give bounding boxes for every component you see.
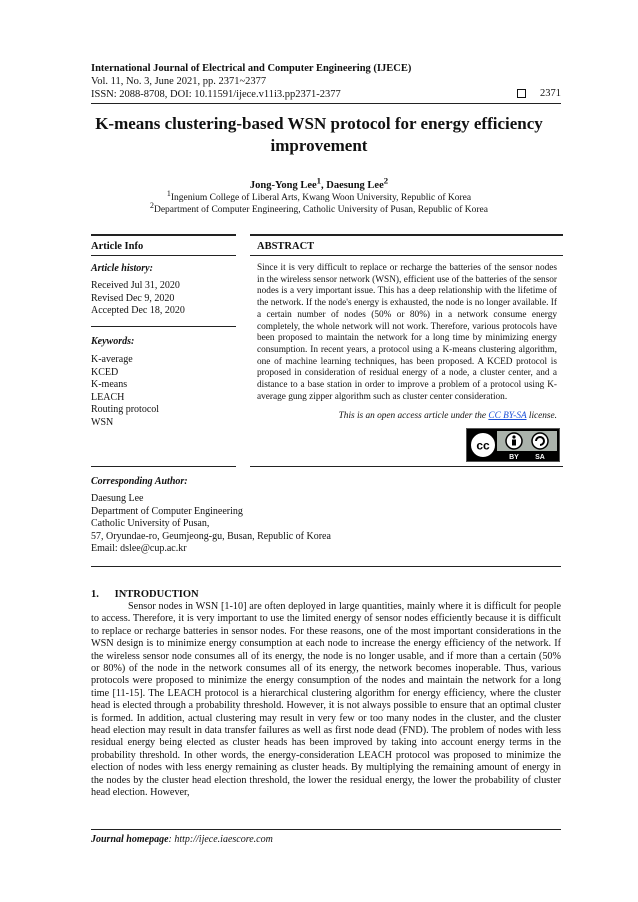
abstract-bottom-rule	[250, 466, 563, 467]
author-separator: ,	[321, 179, 327, 191]
homepage-label: Journal homepage	[91, 834, 169, 845]
corresponding-university: Catholic University of Pusan,	[91, 518, 210, 529]
keyword-item: K-means	[91, 379, 128, 390]
license-link[interactable]: CC BY-SA	[488, 411, 527, 421]
by-label: BY	[509, 454, 519, 461]
homepage-separator: :	[168, 834, 175, 845]
abstract-heading-rule	[250, 255, 563, 256]
cc-by-sa-icon	[467, 429, 559, 461]
author-1: Jong-Yong Lee	[249, 179, 317, 191]
corresponding-department: Department of Computer Engineering	[91, 505, 243, 517]
cc-label: cc	[476, 438, 490, 453]
affiliation-2-text: Department of Computer Engineering, Catholic University of Pusan, Republic of Korea	[153, 205, 488, 216]
article-history-list	[91, 280, 185, 318]
cc-by-sa-logo[interactable]	[466, 428, 560, 462]
corresponding-rule	[91, 566, 561, 567]
page-number-box	[517, 88, 561, 99]
corresponding-email: Email: dslee@cup.ac.kr	[91, 543, 187, 554]
corresponding-address: 57, Oryundae-ro, Geumjeong-gu, Busan, Republic of Korea	[91, 530, 331, 542]
introduction-heading: 1. INTRODUCTION	[91, 589, 199, 600]
keywords-list	[91, 354, 159, 429]
author-2: Daesung Lee	[326, 179, 384, 191]
open-access-prefix: This is an open access article under the	[338, 411, 489, 421]
affiliation-2	[60, 200, 578, 216]
info-bottom-rule	[91, 466, 236, 467]
article-info-heading: Article Info	[91, 241, 144, 252]
keywords-rule	[91, 326, 236, 327]
abstract-heading: ABSTRACT	[257, 241, 315, 252]
sa-label: SA	[535, 454, 545, 461]
footer-rule	[91, 829, 561, 830]
journal-homepage	[91, 834, 273, 845]
paper-title-line2: improvement	[270, 136, 368, 155]
keyword-item: WSN	[91, 416, 114, 428]
keyword-item: KCED	[91, 366, 119, 378]
author-1-affil: 1	[316, 175, 322, 185]
page-number: 2371	[540, 88, 561, 99]
info-top-rule	[91, 234, 236, 236]
history-accepted: Accepted Dec 18, 2020	[91, 305, 185, 316]
square-icon	[517, 89, 526, 98]
paper-title-line1: K-means clustering-based WSN protocol for energy efficiency	[95, 114, 543, 133]
info-heading-rule	[91, 255, 236, 256]
affiliation-1-number: 1	[166, 189, 171, 198]
open-access-notice	[257, 411, 557, 421]
abstract-text: Since it is very difficult to replace or recharge the batteries of the sensor nodes in the wireless sensor network (WSN), efficient use of the batteries of the sensor nodes is a very important issue. This has a deep relationship with the lifetime of the network. If the node's energy is exhausted, the node is no longer available. If a certain number of nodes (50% or 80%) in a network consume energy completely, the whole network will not work. Therefore, various protocols have been proposed to maintain the network for a long time by minimizing energy consumption. In recent years, a protocol using a K-means clustering algorithm, one of machine learning techniques, has been proposed. A KCED protocol is proposed in consideration of residual energy of a node, a cluster center, and a distance to a base station in order to improve a problem of a protocol using K-average gung zipper algorithm such as cluster center consideration.	[257, 263, 557, 402]
open-access-suffix: license.	[526, 411, 557, 421]
affiliation-2-number: 2	[150, 201, 154, 210]
journal-name: International Journal of Electrical and Computer Engineering (IJECE)	[91, 63, 412, 74]
introduction-paragraph: Sensor nodes in WSN [1-10] are often deployed in large quantities, mainly where it is difficult for people to access. Therefore, it is very important to use the limited energy of sensor nodes efficiently because it is difficult to replace or recharge batteries in sensor nodes. For these reasons, one of the most important considerations in the WSN design is to minimize energy consumption at each node to increase the energy efficiency of the network. If the wireless sensor node consumes all of its energy, the node is no longer usable, and if more than a certain (50% or 80%) of the node in the network consumes all of its energy, the network becomes inoperable. Thus, various protocols were proposed to minimize the energy consumption of the nodes and maintain the network for a long time [11-15]. The LEACH protocol is a hierarchical clustering algorithm for energy efficiency, where the cluster head is elected through a probability threshold. However, it is not always possible to ensure that an optimal cluster is formed. In addition, actual clustering may result in very few or too many nodes in the cluster, and the cluster head election may result in data transfer failures as well as first node dead (FND). The problem of nodes with less residual energy being elected as cluster heads has been improved by taking into account energy terms in the probability threshold. In other words, the energy-consideration LEACH protocol was proposed to minimize the election of nodes with less energy remaining as cluster heads. By multiplying the remaining amount of energy in the nodes by the cluster head election threshold, the lower the residual energy, the lower the probability of cluster head election. However,	[91, 601, 561, 799]
keyword-item: LEACH	[91, 391, 125, 403]
abstract-top-rule	[250, 234, 563, 236]
corresponding-name: Daesung Lee	[91, 493, 144, 504]
article-history-heading: Article history:	[91, 263, 153, 274]
homepage-url[interactable]: http://ijece.iaescore.com	[174, 834, 273, 845]
history-received: Received Jul 31, 2020	[91, 280, 180, 291]
author-2-affil: 2	[383, 175, 389, 185]
history-revised: Revised Dec 9, 2020	[91, 292, 175, 304]
keyword-item: Routing protocol	[91, 404, 160, 415]
affiliation-1-text: Ingenium College of Liberal Arts, Kwang Woon University, Republic of Korea	[170, 193, 472, 204]
corresponding-author-details	[91, 493, 331, 556]
keyword-item: K-average	[91, 354, 133, 365]
journal-issn: ISSN: 2088-8708, DOI: 10.11591/ijece.v11i3.pp2371-2377	[91, 89, 341, 100]
journal-volume: Vol. 11, No. 3, June 2021, pp. 2371~2377	[91, 76, 267, 87]
corresponding-author-heading: Corresponding Author:	[91, 476, 188, 487]
header-rule	[91, 103, 561, 104]
keywords-heading: Keywords:	[91, 336, 135, 347]
